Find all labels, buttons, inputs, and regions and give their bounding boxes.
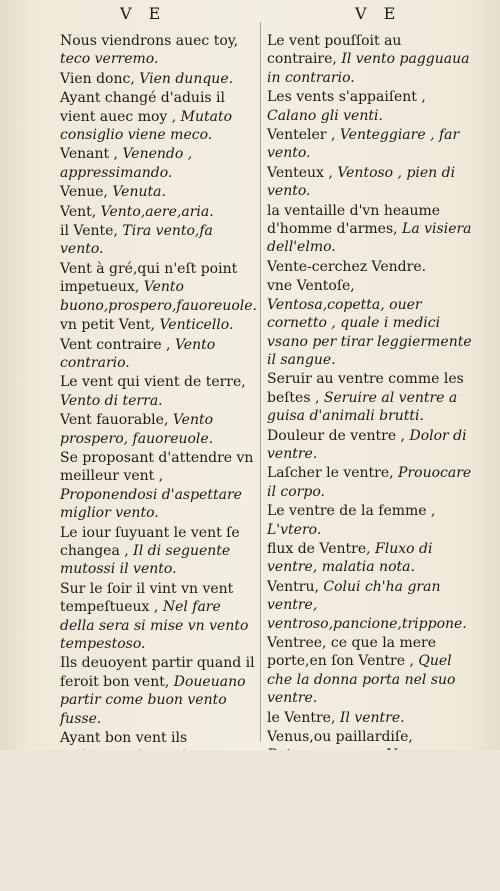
french-headword: Venteler , (267, 127, 336, 144)
dictionary-entry (60, 316, 256, 334)
italian-translation: Tira vento,fa vento. (60, 223, 213, 258)
running-header-right: V E (355, 4, 402, 23)
dictionary-entry (267, 540, 473, 577)
french-headword: Le iour ſuyuant le vent ſe changea , (60, 524, 240, 559)
dictionary-entry (60, 32, 256, 69)
italian-translation: Venteggiare , far vento. (267, 127, 460, 162)
dictionary-entry (267, 427, 473, 464)
dictionary-entry (60, 203, 256, 221)
dictionary-entry (60, 411, 256, 448)
italian-translation: Vento,aere,aria. (100, 203, 214, 220)
dictionary-entry (60, 524, 256, 579)
french-headword: Les vents s'appaiſent , (267, 89, 426, 106)
italian-translation: Fluxo di ventre, malatia nota. (267, 540, 433, 576)
italian-translation: Vien dunque. (139, 70, 234, 87)
dictionary-entry (267, 32, 473, 87)
dictionary-entry (60, 373, 256, 410)
italian-translation: Vento contrario. (60, 336, 216, 371)
dictionary-entry (60, 580, 256, 654)
italian-translation: Dolor di ventre. (267, 427, 467, 462)
french-headword: vne Ventoſe, (267, 278, 355, 295)
french-headword: Venteux , (267, 164, 333, 181)
italian-translation: Venuta. (112, 184, 166, 201)
french-headword: Ventree, ce que la mere porte,en ſon Ventre , (267, 635, 437, 670)
french-headword: Venue, (60, 184, 108, 201)
dictionary-entry (267, 464, 473, 501)
dictionary-entry (267, 709, 473, 727)
italian-translation: Vento di terra. (60, 392, 163, 409)
italian-translation: Il di seguente mutossi il vento. (60, 542, 231, 578)
italian-translation: Calano gli venti. (267, 107, 383, 124)
italian-translation: Venticello. (159, 317, 234, 334)
dictionary-entry (60, 449, 256, 523)
dictionary-entry (60, 145, 256, 182)
french-headword: le Ventre, (267, 709, 336, 726)
italian-translation: Vento prospero, fauoreuole. (60, 412, 214, 447)
french-headword: Venus,ou paillardiſe, (267, 729, 413, 746)
dictionary-entry (60, 654, 256, 728)
dictionary-entry (267, 88, 473, 125)
french-headword: Vent fauorable, (60, 412, 169, 429)
italian-translation: Venendo , appressimando. (60, 146, 193, 181)
french-headword: il Vente, (60, 223, 118, 240)
column-divider (260, 22, 261, 742)
french-headword: flux de Ventre, (267, 540, 371, 557)
french-headword: Sur le ſoir il vint vn vent tempeſtueux , (60, 580, 234, 616)
dictionary-entry (267, 370, 473, 425)
italian-translation: Seruire al ventre a guisa d'animali brutti. (267, 389, 458, 425)
french-headword: Le ventre de la femme , (267, 503, 436, 520)
italian-translation: Nel fare della sera si mise vn vento tempestoso. (60, 599, 249, 652)
italian-translation: teco verremo. (60, 51, 159, 68)
blank-page-margin (0, 750, 500, 891)
italian-translation: L'vtero. (267, 521, 322, 538)
italian-translation: Prouocare il corpo. (267, 465, 472, 500)
dictionary-entry (267, 578, 473, 633)
italian-translation: Il ventre. (339, 709, 405, 726)
italian-translation: Mutato consiglio viene meco. (60, 108, 233, 144)
italian-translation: Ventosa,copetta, ouer cornetto , quale i medici vsano per tirar leggiermente il sangue. (267, 296, 472, 368)
french-headword: Se proposant d'attendre vn meilleur vent , (60, 449, 254, 485)
italian-translation: La visiera dell'elmo. (267, 221, 472, 256)
italian-translation: Vento buono,prospero,fauoreuole. (60, 279, 257, 314)
dictionary-entry (60, 89, 256, 144)
french-headword: Ils deuoyent partir quand il feroit bon vent, (60, 655, 255, 690)
french-headword: Le vent qui vient de terre, (60, 374, 246, 391)
dictionary-entry (60, 336, 256, 373)
french-headword: la ventaille d'vn heaume d'homme d'armes, (267, 202, 441, 238)
right-column (267, 32, 473, 842)
french-headword: Ayant bon vent ils (60, 730, 188, 747)
dictionary-entry (60, 222, 256, 259)
french-headword: Vent à gré,qui n'eſt point impetueux, (60, 260, 238, 296)
italian-translation: Colui ch'ha gran ventre, ventroso,pancione,trippone. (267, 578, 467, 632)
dictionary-entry (60, 260, 256, 315)
french-headword: Douleur de ventre , (267, 427, 406, 444)
running-header-left: V E (120, 4, 167, 23)
french-headword: vn petit Vent, (60, 317, 156, 334)
italian-translation: Il vento pagguaua in contrario. (267, 51, 470, 86)
dictionary-entry (267, 126, 473, 163)
french-headword: Venant , (60, 146, 119, 163)
italian-translation: Ventoso , pien di vento. (267, 164, 456, 200)
dictionary-entry (267, 258, 473, 276)
italian-translation: Proponendosi d'aspettare miglior vento. (60, 486, 242, 522)
french-headword: Ayant changé d'aduis il vient auec moy , (60, 90, 226, 125)
french-headword: Le vent pouſſoit au contraire, (267, 33, 402, 68)
french-headword: Laſcher le ventre, (267, 465, 394, 482)
dictionary-entry (60, 70, 256, 88)
dictionary-entry (267, 277, 473, 369)
french-headword: Seruir au ventre comme les beſtes , (267, 371, 464, 406)
italian-translation: Quel che la donna porta nel suo ventre. (267, 653, 456, 707)
italian-translation: Doueuano partir come buon vento fusse. (60, 673, 246, 727)
french-headword: Vien donc, (60, 70, 135, 87)
french-headword: Vent, (60, 203, 97, 220)
dictionary-entry (267, 202, 473, 257)
dictionary-entry (267, 164, 473, 201)
dictionary-entry (60, 183, 256, 201)
french-headword: Nous viendrons auec toy, (60, 33, 239, 49)
dictionary-entry (267, 502, 473, 539)
french-headword: Vent contraire , (60, 336, 171, 353)
dictionary-entry (267, 634, 473, 708)
french-headword: Vente-cerchez Vendre. (267, 258, 427, 275)
french-headword: Ventru, (267, 578, 319, 595)
